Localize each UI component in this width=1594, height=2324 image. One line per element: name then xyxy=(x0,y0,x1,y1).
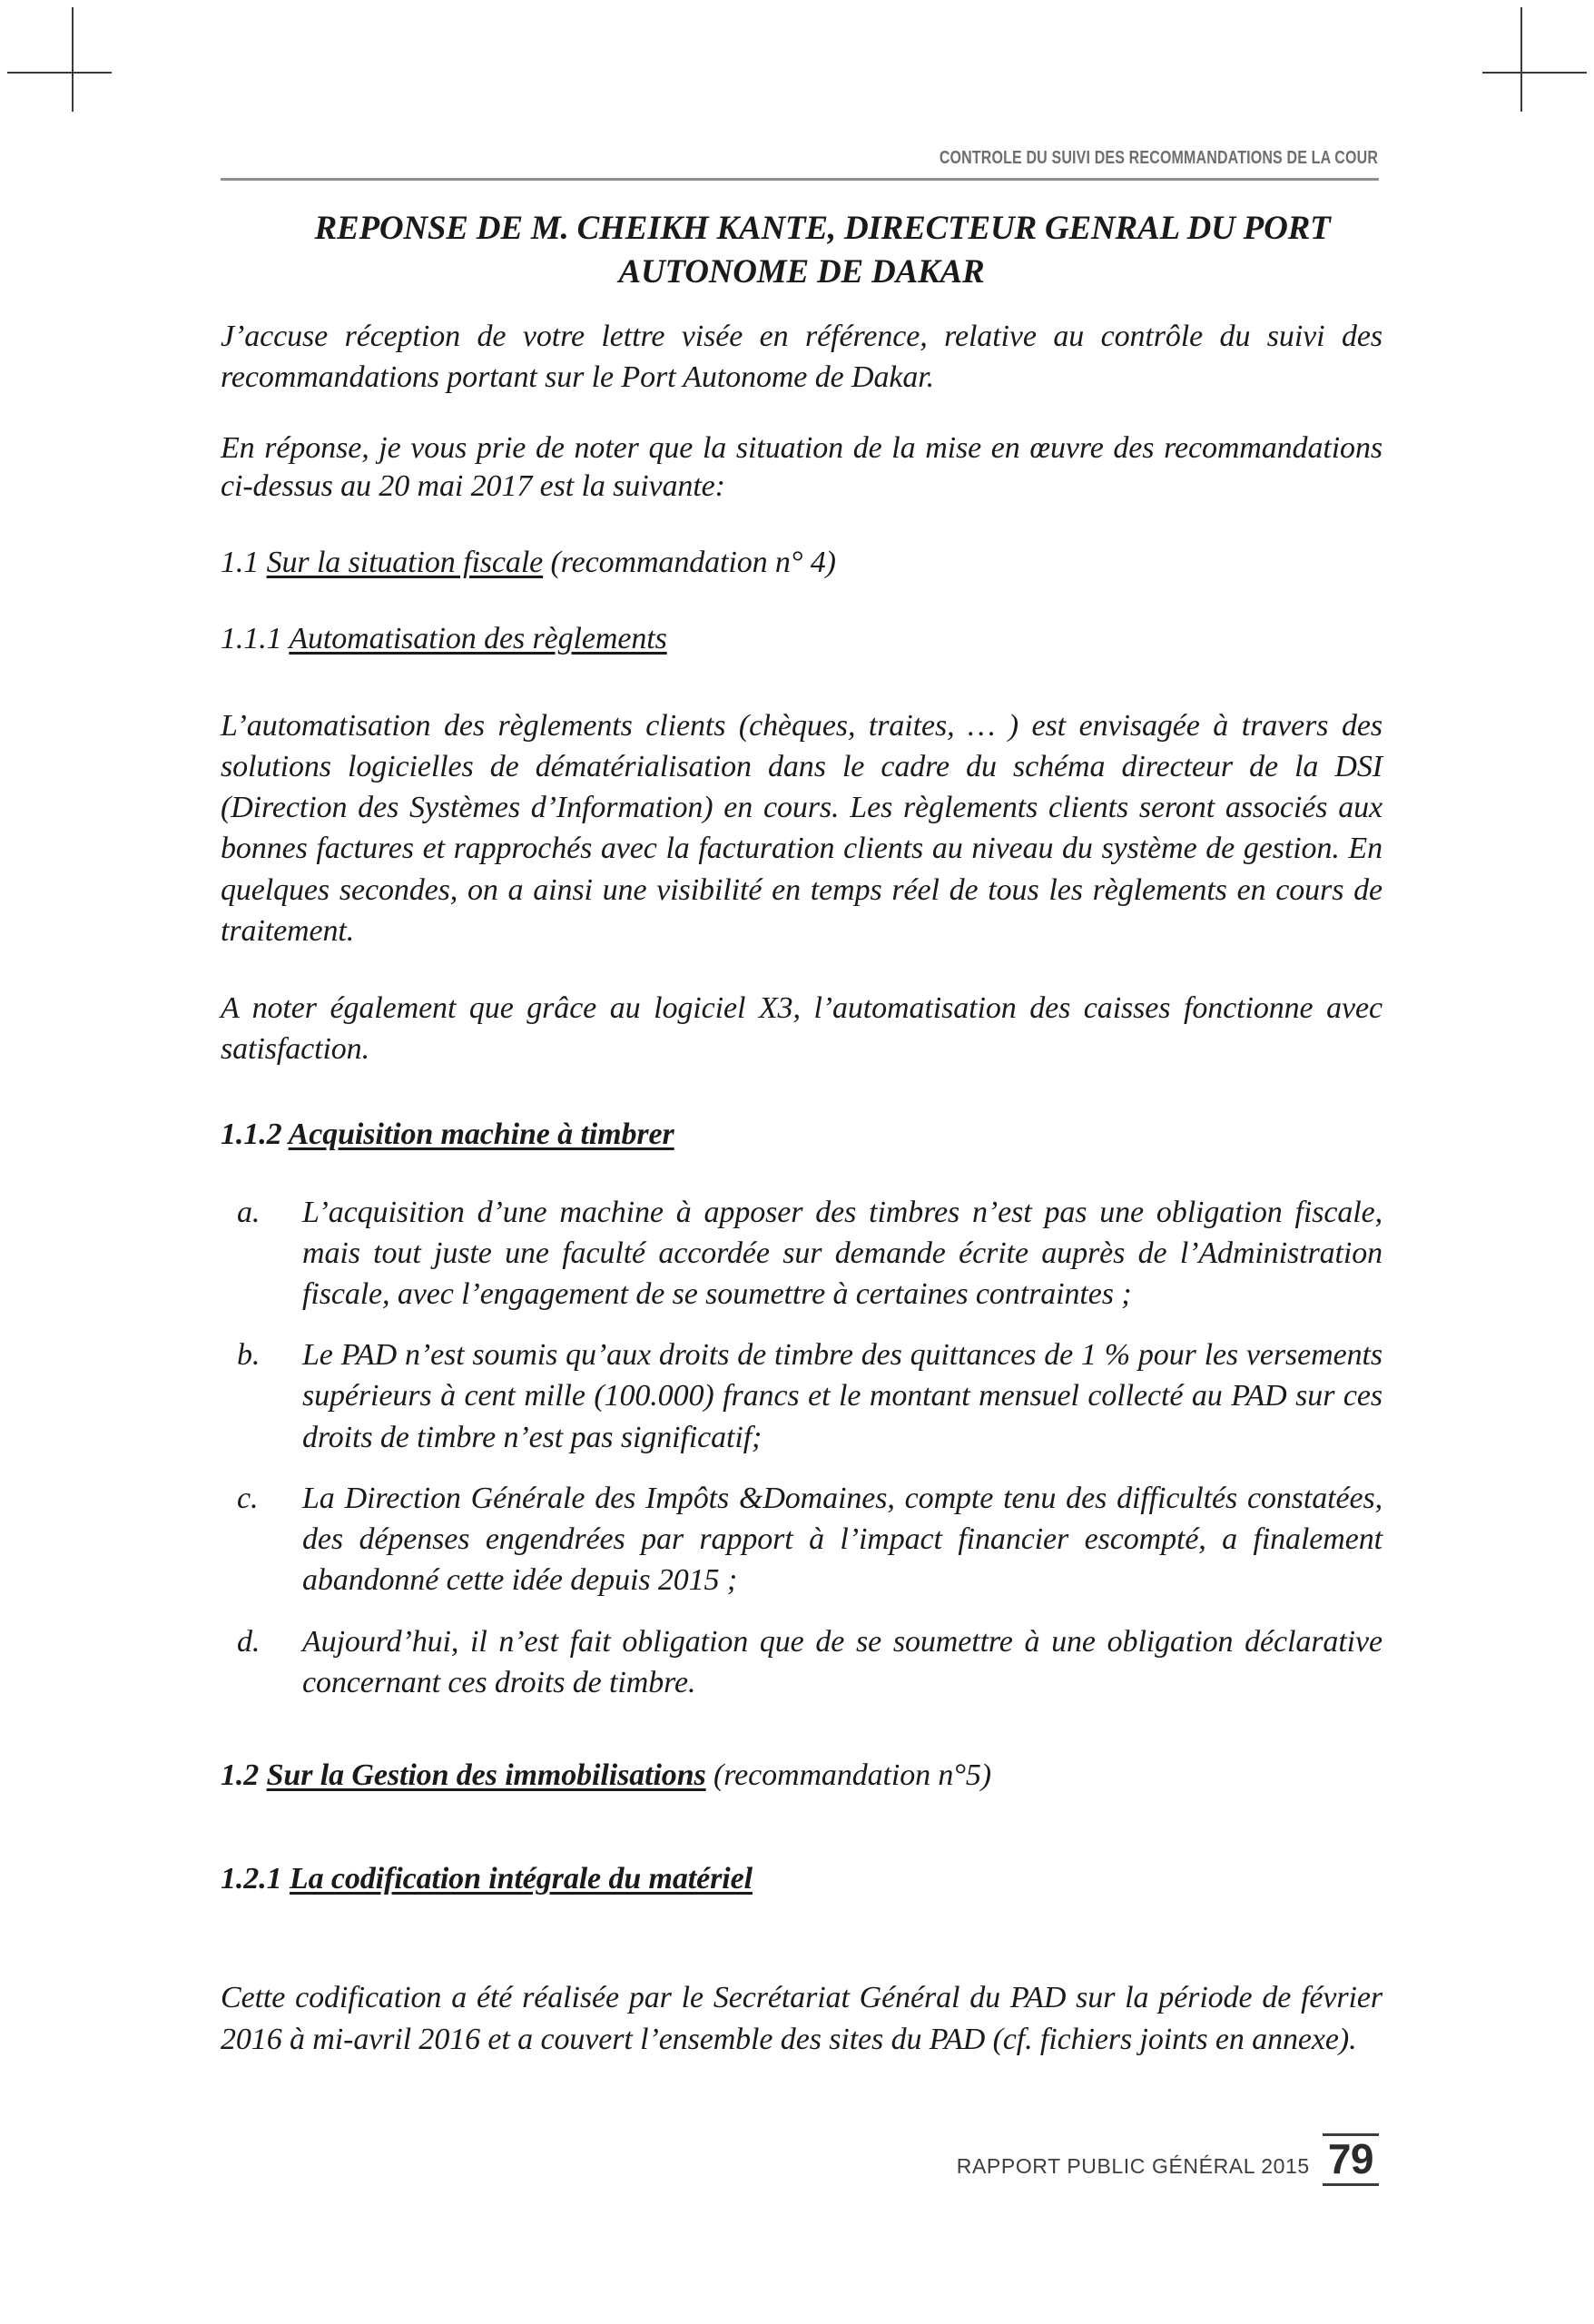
heading-section-1-2-1 xyxy=(221,1859,1382,1899)
heading-1-2-1-title: La codification intégrale du matériel xyxy=(289,1862,753,1896)
list-item-text: Le PAD n’est soumis qu’aux droits de timbre des quittances de 1 % pour les versements supérieurs à cent mille (100.000) francs et le montant mensuel collecté au PAD sur ces droits de timbre n’est pas significatif; xyxy=(302,1338,1382,1454)
heading-section-1-2 xyxy=(221,1756,1382,1796)
list-item xyxy=(221,1621,1382,1703)
heading-1-1-1-number: 1.1.1 xyxy=(221,622,282,656)
heading-1-1-title: Sur la situation fiscale xyxy=(266,546,544,580)
list-item-marker: c. xyxy=(237,1481,259,1515)
paragraph-automatisation: L’automatisation des règlements clients (chèques, traites, … ) est envisagée à travers des solutions logicielles de dématérialisation dans le cadre du schéma directeur de la DSI (Direction des Systèmes d’Information) en cours. Les règlements clients seront associés aux bonnes factures et rapprochés avec la facturation clients au niveau du système de gestion. En quelques secondes, on a ainsi une visibilité en temps réel de tous les règlements en cours de traitement. xyxy=(221,708,1382,948)
list-item-text: L’acquisition d’une machine à apposer des timbres n’est pas une obligation fiscale, mais tout juste une faculté accordée sur demande écrite auprès de l’Administration fiscale, avec l’engagement de se soumettre à certaines contraintes ; xyxy=(302,1195,1382,1312)
heading-1-2-suffix: (recommandation n°5) xyxy=(705,1758,991,1792)
list-item xyxy=(221,1192,1382,1315)
heading-section-1-1 xyxy=(221,543,1382,583)
running-head xyxy=(221,148,1378,169)
paragraph-acknowledgement: J’accuse réception de votre lettre visée en référence, relative au contrôle du suivi des recommandations portant sur le Port Autonome de Dakar. xyxy=(221,320,1382,395)
heading-1-1-2-number: 1.1.2 xyxy=(221,1118,282,1152)
list-item-marker: a. xyxy=(237,1195,261,1229)
list-item xyxy=(221,1478,1382,1601)
heading-1-2-number: 1.2 xyxy=(221,1758,260,1792)
header-divider xyxy=(221,178,1379,181)
list-item-marker: d. xyxy=(237,1624,261,1659)
heading-1-2-title: Sur la Gestion des immobilisations xyxy=(266,1758,706,1792)
crop-mark-top-right-vertical xyxy=(1520,7,1522,112)
list-item-text: Aujourd’hui, il n’est fait obligation que de se soumettre à une obligation déclarative concernant ces droits de timbre. xyxy=(302,1624,1382,1699)
heading-1-1-2-title: Acquisition machine à timbrer xyxy=(288,1118,674,1152)
footer-page-number: 79 xyxy=(1327,2135,1373,2182)
crop-mark-top-left-horizontal xyxy=(7,72,112,74)
footer-page-number-frame xyxy=(1323,2133,1379,2186)
footer-report-label: RAPPORT PUBLIC GÉNÉRAL 2015 xyxy=(956,2154,1310,2178)
page-title xyxy=(221,207,1382,294)
paragraph-response-intro: En réponse, je vous prie de noter que la situation de la mise en œuvre des recommandations ci-dessus au 20 mai 2017 est la suivante: xyxy=(221,430,1382,504)
page-title-line-2: AUTONOME DE DAKAR xyxy=(618,253,985,291)
list-item-marker: b. xyxy=(237,1338,261,1373)
list-item xyxy=(221,1334,1382,1458)
running-head-text: CONTROLE DU SUIVI DES RECOMMANDATIONS DE LA COUR xyxy=(939,148,1378,168)
heading-section-1-1-1 xyxy=(221,619,1382,659)
crop-mark-top-left-vertical xyxy=(72,7,74,112)
list-item-text: La Direction Générale des Impôts &Domaines, compte tenu des difficultés constatées, des dépenses engendrées par rapport à l’impact financier escompté, a finalement abandonné cette idée depuis 2015 ; xyxy=(302,1481,1382,1598)
lettered-list xyxy=(221,1192,1382,1703)
paragraph-logiciel-x3: A noter également que grâce au logiciel X3, l’automatisation des caisses fonctionne avec satisfaction. xyxy=(221,990,1382,1067)
heading-1-1-suffix: (recommandation n° 4) xyxy=(543,546,836,580)
heading-1-2-1-number: 1.2.1 xyxy=(221,1862,282,1896)
page-footer xyxy=(957,2133,1379,2186)
page-title-line-1: REPONSE DE M. CHEIKH KANTE, DIRECTEUR GENRAL DU PORT xyxy=(314,210,1331,247)
page-body xyxy=(221,207,1382,2060)
heading-section-1-1-2 xyxy=(221,1115,1382,1155)
heading-1-1-1-title: Automatisation des règlements xyxy=(289,622,667,656)
paragraph-codification: Cette codification a été réalisée par le Secrétariat Général du PAD sur la période de février 2016 à mi-avril 2016 et a couvert l’ensemble des sites du PAD (cf. fichiers joints en annexe). xyxy=(221,1981,1382,2056)
crop-mark-top-right-horizontal xyxy=(1482,72,1587,74)
heading-1-1-number: 1.1 xyxy=(221,546,260,580)
